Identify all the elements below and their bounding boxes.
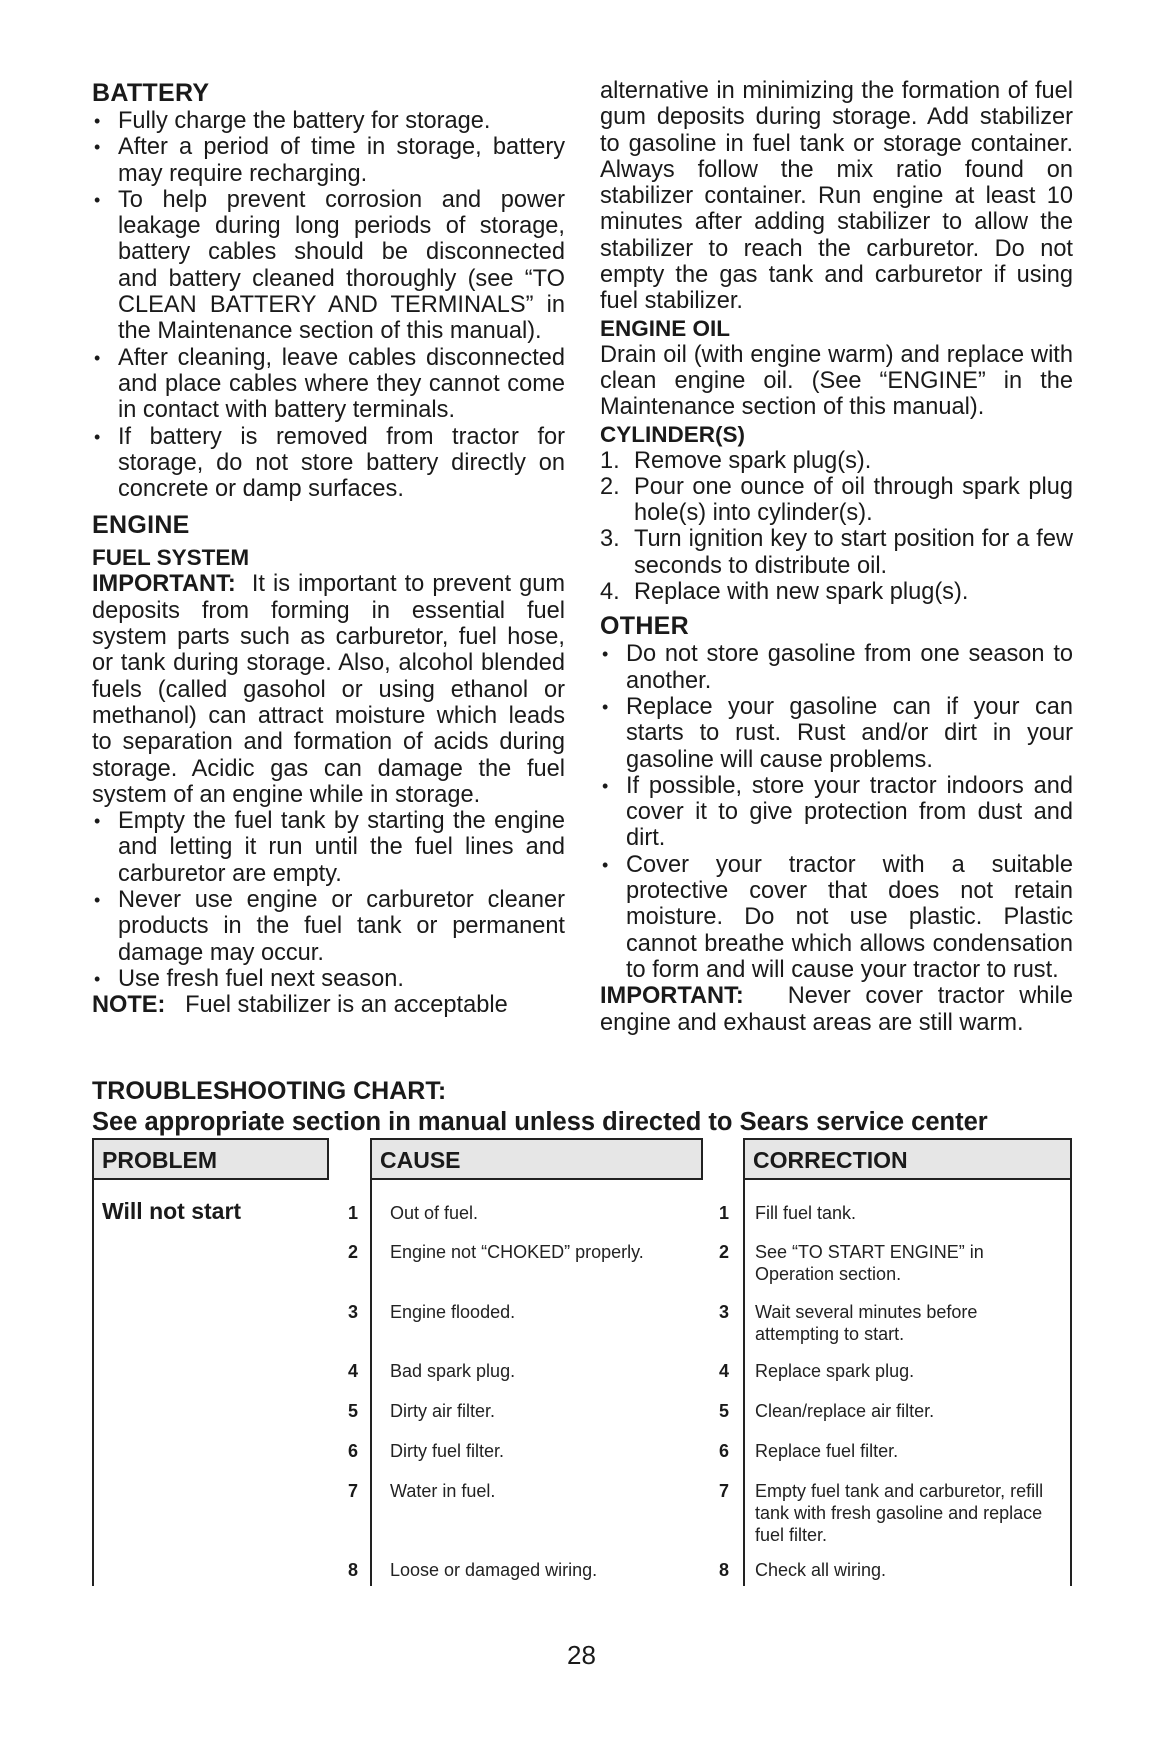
correction-number: 4 <box>719 1361 730 1381</box>
header-problem: PROBLEM <box>92 1138 329 1180</box>
step-text: Replace with new spark plug(s). <box>634 579 969 606</box>
list-item <box>600 579 1073 605</box>
correction-text: Clean/replace air filter. <box>755 1401 935 1421</box>
correction-text: Empty fuel tank and carburetor, refill tank with fresh gasoline and replace fuel filter. <box>755 1481 1044 1545</box>
header-correction: CORRECTION <box>743 1138 1072 1180</box>
important-text: It is important to prevent gum deposits from forming in essential fuel system parts such as carburetor, fuel hose, or tank during storage. Also, alcohol blended fuels (called gasohol or using ethanol or methanol) can attract moisture which leads to separation and formation of acids during storage. Acidic gas can damage the fuel system of an engine while in storage. <box>92 571 565 808</box>
correction-number: 7 <box>719 1481 730 1501</box>
correction-text: See “TO START ENGINE” in Operation section. <box>755 1242 984 1284</box>
other-important <box>600 983 1073 1036</box>
step-text: Turn ignition key to start position for a few seconds to distribute oil. <box>634 526 1073 579</box>
list-item: • Empty the fuel tank by starting the engine and letting it run until the fuel lines and carburetor are empty. <box>92 808 565 887</box>
list-item: • Never use engine or carburetor cleaner products in the fuel tank or permanent damage may occur. <box>92 887 565 966</box>
step-text: Remove spark plug(s). <box>634 447 872 474</box>
step-text: Pour one ounce of oil through spark plug hole(s) into cylinder(s). <box>634 473 1073 527</box>
list-item: • Replace your gasoline can if your can starts to rust. Rust and/or dirt in your gasoline will cause problems. <box>600 694 1073 773</box>
column-divider <box>370 1180 372 1586</box>
column-divider <box>743 1180 745 1586</box>
list-item: • Cover your tractor with a suitable protective cover that does not retain moisture. Do not use plastic. Plastic cannot breathe which allows condensation to form and will cause your tractor to rust. <box>600 852 1073 983</box>
troubleshooting-table <box>92 1138 1072 1598</box>
troubleshooting-title: TROUBLESHOOTING CHART: <box>92 1077 447 1105</box>
troubleshooting-subtitle: See appropriate section in manual unless directed to Sears service center <box>92 1108 988 1136</box>
engine-heading: ENGINE <box>92 511 190 540</box>
correction-text: Wait several minutes before attempting to start. <box>755 1302 978 1344</box>
cause-number: 6 <box>348 1441 359 1461</box>
fuel-note <box>92 992 565 1018</box>
other-heading: OTHER <box>600 612 689 641</box>
correction-text: Replace spark plug. <box>755 1361 915 1381</box>
step-number: 3. <box>600 526 620 553</box>
list-item: • Do not store gasoline from one season to another. <box>600 641 1073 694</box>
fuel-system-heading: FUEL SYSTEM <box>92 545 250 571</box>
important-text: Never cover tractor while engine and exhaust areas are still warm. <box>600 983 1073 1036</box>
left-column <box>92 78 565 1019</box>
cylinder-steps <box>600 448 1073 606</box>
cause-text: Dirty air filter. <box>390 1401 496 1421</box>
engine-oil-text: Drain oil (with engine warm) and replace with clean engine oil. (See “ENGINE” in the Maintenance section of this manual). <box>600 341 1073 421</box>
cause-number: 2 <box>348 1242 359 1262</box>
note-text: Fuel stabilizer is an acceptable <box>185 992 508 1019</box>
list-item <box>600 526 1073 579</box>
cause-text: Water in fuel. <box>390 1481 496 1501</box>
list-item: • If possible, store your tractor indoors and cover it to give protection from dust and dirt. <box>600 773 1073 852</box>
step-number: 4. <box>600 579 620 606</box>
correction-text: Fill fuel tank. <box>755 1203 857 1223</box>
cylinders-heading: CYLINDER(S) <box>600 421 745 447</box>
cause-number: 3 <box>348 1302 359 1322</box>
cause-text: Out of fuel. <box>390 1203 479 1223</box>
cause-number: 5 <box>348 1401 359 1421</box>
correction-number: 3 <box>719 1302 730 1322</box>
battery-list <box>92 108 565 502</box>
page-number: 28 <box>567 1640 596 1670</box>
cause-text: Dirty fuel filter. <box>390 1441 505 1461</box>
correction-number: 1 <box>719 1203 730 1223</box>
correction-number: 5 <box>719 1401 730 1421</box>
step-number: 2. <box>600 473 620 500</box>
header-cause: CAUSE <box>370 1138 703 1180</box>
correction-text: Check all wiring. <box>755 1560 887 1580</box>
column-divider <box>92 1180 94 1586</box>
fuel-system-list <box>92 808 565 992</box>
list-item: • Use fresh fuel next season. <box>92 966 565 992</box>
list-item: • To help prevent corrosion and power leakage during long periods of storage, battery cables should be disconnected and battery cleaned thoroughly (see “TO CLEAN BATTERY AND TERMINALS” in the Maintenance section of this manual). <box>92 187 565 345</box>
note-label: NOTE: <box>92 992 166 1019</box>
cause-text: Engine not “CHOKED” properly. <box>390 1242 644 1262</box>
right-column <box>600 78 1073 1036</box>
cause-number: 8 <box>348 1560 359 1580</box>
cause-text: Loose or damaged wiring. <box>390 1560 598 1580</box>
list-item: • Fully charge the battery for storage. <box>92 108 565 134</box>
list-item: • After cleaning, leave cables disconnected and place cables where they cannot come in contact with battery terminals. <box>92 345 565 424</box>
column-divider <box>1070 1180 1072 1586</box>
correction-number: 6 <box>719 1441 730 1461</box>
list-item: • If battery is removed from tractor for storage, do not store battery directly on concrete or damp surfaces. <box>92 424 565 503</box>
problem-label: Will not start <box>102 1198 242 1224</box>
cause-number: 7 <box>348 1481 359 1501</box>
list-item: • After a period of time in storage, battery may require recharging. <box>92 134 565 187</box>
engine-oil-heading: ENGINE OIL <box>600 315 731 341</box>
important-label: IMPORTANT: <box>92 571 236 598</box>
cause-text: Engine flooded. <box>390 1302 516 1322</box>
fuel-system-important <box>92 571 565 808</box>
correction-text: Replace fuel filter. <box>755 1441 899 1461</box>
other-list <box>600 641 1073 983</box>
cause-number: 4 <box>348 1361 359 1381</box>
correction-number: 8 <box>719 1560 730 1580</box>
important-label: IMPORTANT: <box>600 983 744 1010</box>
cause-text: Bad spark plug. <box>390 1361 516 1381</box>
list-item <box>600 474 1073 527</box>
correction-number: 2 <box>719 1242 730 1262</box>
cause-number: 1 <box>348 1203 359 1223</box>
step-number: 1. <box>600 447 620 474</box>
note-continued: alternative in minimizing the formation of fuel gum deposits during storage. Add stabilizer to gasoline in fuel tank or storage container. Always follow the mix ratio found on stabilizer container. Run engine at least 10 minutes after adding stabilizer to allow the stabilizer to reach the carburetor. Do not empty the gas tank and carburetor if using fuel stabilizer. <box>600 78 1073 315</box>
list-item <box>600 448 1073 474</box>
battery-heading: BATTERY <box>92 79 210 107</box>
